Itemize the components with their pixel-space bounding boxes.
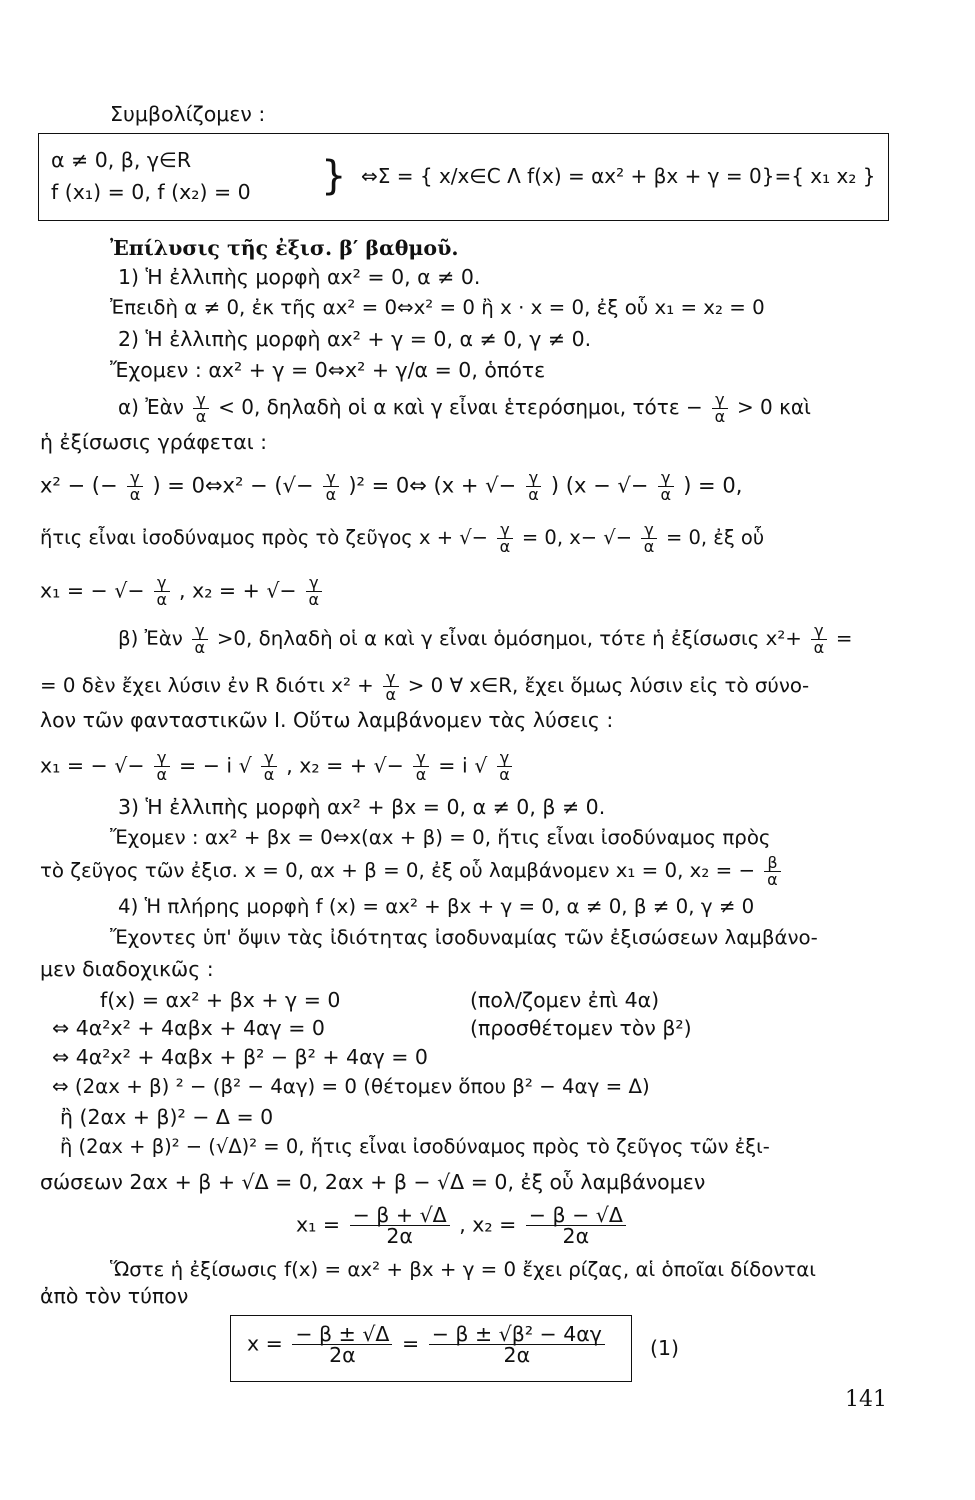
text-line: Ἔχομεν : αx² + βx = 0⇔x(αx + β) = 0, ἥτις εἶναι ἰσοδύναμος πρὸς bbox=[110, 826, 771, 849]
text-line-fraction: ἥτις εἶναι ἰσοδύναμος πρὸς τὸ ζεῦγος x + √− $\frac{\gamma}{\alpha}$ = 0, x− √− $\frac{\gamma}{\alpha}$ = 0, ἐξ οὗ bbox=[40, 520, 765, 556]
definition-box bbox=[38, 133, 889, 221]
intro-text: Συμβολίζομεν : bbox=[110, 102, 266, 126]
equation-line: x² − (− $\frac{\gamma}{\alpha}$ ) = 0⇔x² − (√− $\frac{\gamma}{\alpha}$ )² = 0⇔ (x + √− $\frac{\gamma}{\alpha}$ ) (x − √− $\frac{\gamma}{\alpha}$ ) = 0, bbox=[40, 468, 743, 504]
derivation-note: (προσθέτομεν τὸν β²) bbox=[470, 1016, 692, 1040]
text-line: Ἔχομεν : αx² + γ = 0⇔x² + γ/α = 0, ὁπότε bbox=[110, 358, 546, 382]
text-line: Ὥστε ἡ ἐξίσωσις f(x) = αx² + βx + γ = 0 ἔχει ρίζας, αἱ ὁποῖαι δίδονται bbox=[110, 1258, 816, 1281]
text-line: 1) Ἡ ἐλλιπὴς μορφὴ αx² = 0, α ≠ 0. bbox=[118, 265, 481, 289]
text-line-fraction: β) Ἐὰν $\frac{\gamma}{\alpha}$ >0, δηλαδὴ οἱ α καὶ γ εἶναι ὁμόσημοι, τότε ἡ ἐξίσωσις x²+ $\frac{\gamma}{\alpha}$ = bbox=[118, 621, 853, 657]
derivation-note: (πολ/ζομεν ἐπὶ 4α) bbox=[470, 988, 660, 1012]
derivation-step: ⇔ 4α²x² + 4αβx + 4αγ = 0 bbox=[52, 1016, 325, 1040]
box-left-line-2: f (x₁) = 0, f (x₂) = 0 bbox=[51, 180, 251, 204]
text-line: σώσεων 2αx + β + √Δ = 0, 2αx + β − √Δ = 0, ἐξ οὗ λαμβάνομεν bbox=[40, 1170, 706, 1194]
text-line: ἀπὸ τὸν τύπον bbox=[40, 1284, 189, 1308]
text-line: 4) Ἡ πλήρης μορφὴ f (x) = αx² + βx + γ = 0, α ≠ 0, β ≠ 0, γ ≠ 0 bbox=[118, 895, 755, 918]
text-line: 2) Ἡ ἐλλιπὴς μορφὴ αx² + γ = 0, α ≠ 0, γ ≠ 0. bbox=[118, 327, 592, 351]
page-number: 141 bbox=[845, 1387, 887, 1412]
text-line-fraction: = 0 δὲν ἔχει λύσιν ἐν R διότι x² + $\frac{\gamma}{\alpha}$ > 0 ∀ x∈R, ἔχει ὅμως λύσιν εἰς τὸ σύνο- bbox=[40, 668, 810, 704]
text-line: μεν διαδοχικῶς : bbox=[40, 957, 214, 981]
section-title: Ἐπίλυσις τῆς ἐξισ. β′ βαθμοῦ. bbox=[110, 236, 459, 260]
fraction: $\frac{\gamma}{\alpha}$ bbox=[193, 392, 208, 425]
brace: } bbox=[321, 153, 347, 199]
box-left-line-1: α ≠ 0, β, γ∈R bbox=[51, 148, 192, 172]
text-line: Ἐπειδὴ α ≠ 0, ἐκ τῆς αx² = 0⇔x² = 0 ἢ x · x = 0, ἐξ οὗ x₁ = x₂ = 0 bbox=[110, 296, 765, 319]
text-line-fraction bbox=[118, 392, 811, 425]
derivation-step: ⇔ (2αx + β) ² − (β² − 4αγ) = 0 (θέτομεν ὅπου β² − 4αγ = Δ) bbox=[52, 1075, 650, 1098]
derivation-step: ἢ (2αx + β)² − (√Δ)² = 0, ἥτις εἶναι ἰσοδύναμος πρὸς τὸ ζεῦγος τῶν ἐξι- bbox=[60, 1135, 770, 1158]
quadratic-formula-box bbox=[230, 1315, 632, 1382]
text-line: 3) Ἡ ἐλλιπὴς μορφὴ αx² + βx = 0, α ≠ 0, β ≠ 0. bbox=[118, 795, 606, 819]
derivation-step: ⇔ 4α²x² + 4αβx + β² − β² + 4αγ = 0 bbox=[52, 1045, 428, 1069]
roots-formula: x₁ = $\frac{- \beta + √\Delta}{2\alpha}$ , x₂ = $\frac{- \beta - √\Delta}{2\alpha}$ bbox=[296, 1205, 629, 1246]
fraction: $\frac{\gamma}{\alpha}$ bbox=[712, 392, 727, 425]
text-line: ἡ ἐξίσωσις γράφεται : bbox=[40, 430, 268, 454]
text: > 0 καὶ bbox=[736, 395, 811, 419]
solution-line: x₁ = − √− $\frac{\gamma}{\alpha}$ , x₂ = + √− $\frac{\gamma}{\alpha}$ bbox=[40, 575, 325, 608]
quadratic-formula: x = $\frac{- \beta \pm √\Delta}{2\alpha}$ = $\frac{\text{− β ± √β² − 4αγ}}{2\alpha}$ bbox=[247, 1324, 608, 1365]
solution-line: x₁ = − √− $\frac{\gamma}{\alpha}$ = − i √ $\frac{\gamma}{\alpha}$ , x₂ = + √− $\frac{\gamma}{\alpha}$ = i √ $\frac{\gamma}{\alpha}$ bbox=[40, 750, 515, 783]
text-line: λον τῶν φανταστικῶν I. Οὕτω λαμβάνομεν τὰς λύσεις : bbox=[40, 708, 614, 732]
text-line-fraction: τὸ ζεῦγος τῶν ἐξισ. x = 0, αx + β = 0, ἐξ οὗ λαμβάνομεν x₁ = 0, x₂ = − $\frac{\beta}{\alpha}$ bbox=[40, 855, 784, 888]
text-line: Ἔχοντες ὑπ' ὄψιν τὰς ἰδιότητας ἰσοδυναμίας τῶν ἐξισώσεων λαμβάνο- bbox=[110, 926, 818, 949]
derivation-step: ἢ (2αx + β)² − Δ = 0 bbox=[60, 1105, 274, 1129]
text: α) Ἐὰν bbox=[118, 395, 184, 419]
text: < 0, δηλαδὴ οἱ α καὶ γ εἶναι ἑτερόσημοι, τότε − bbox=[218, 395, 703, 419]
equation-tag: (1) bbox=[650, 1336, 680, 1360]
derivation-step: f(x) = αx² + βx + γ = 0 bbox=[100, 988, 341, 1012]
box-right-statement: ⇔Σ = { x/x∈C Λ f(x) = αx² + βx + γ = 0}={ x₁ x₂ } bbox=[361, 164, 876, 188]
